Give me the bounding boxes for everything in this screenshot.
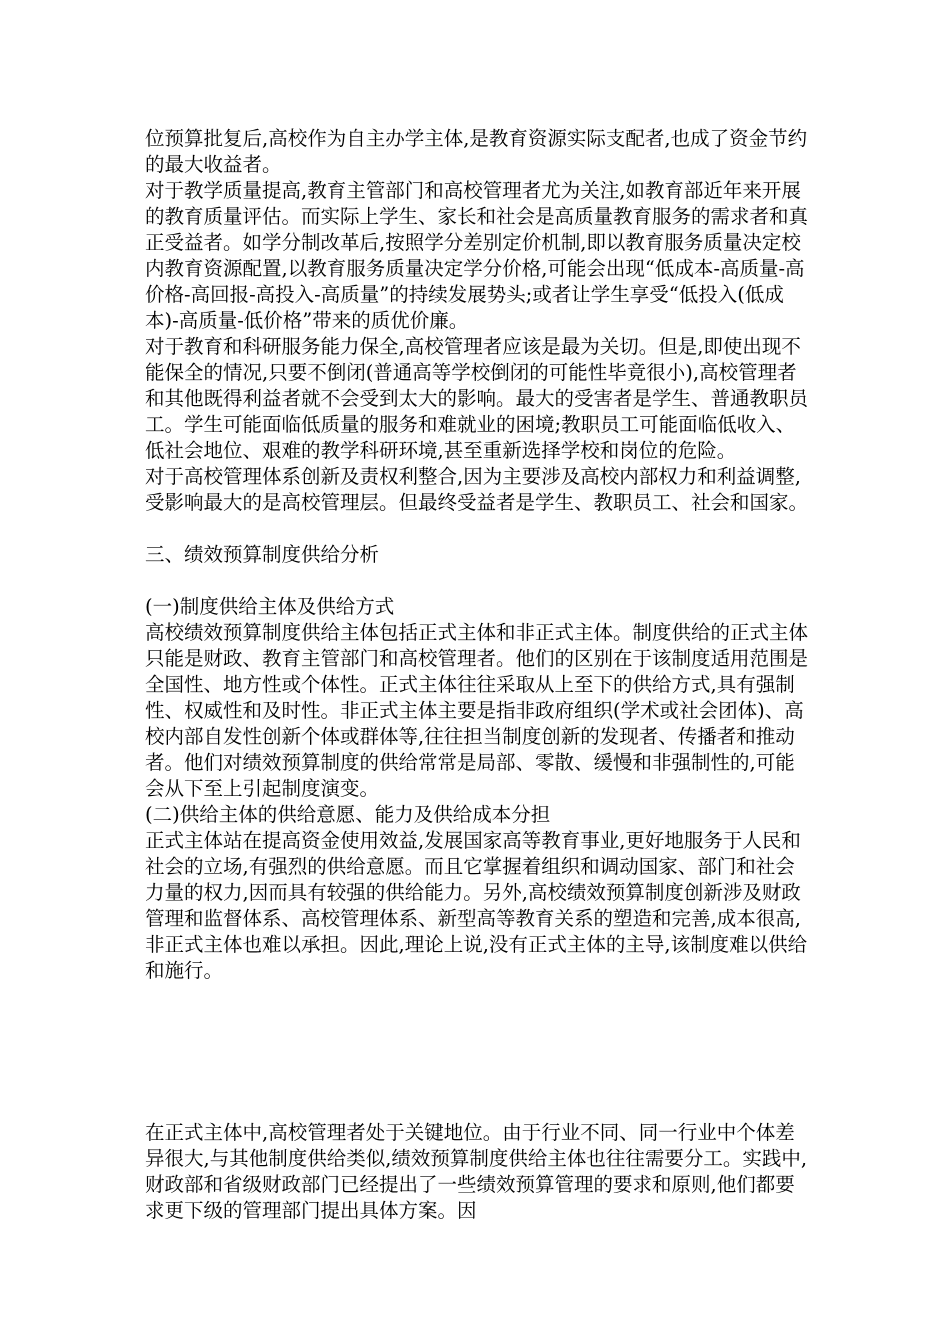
blank-line: [145, 568, 813, 594]
paragraph-management-innovation: 对于高校管理体系创新及责权利整合,因为主要涉及高校内部权力和利益调整,受影响最大的是高校管理层。但最终受益者是学生、教职员工、社会和国家。: [145, 465, 809, 514]
blank-line: [145, 516, 813, 542]
paragraph-formal-subject: 在正式主体中,高校管理者处于关键地位。由于行业不同、同一行业中个体差异很大,与其他制度供给类似,绩效预算制度供给主体也往往需要分工。实践中,财政部和省级财政部门已经提出了一些绩效预算管理的要求和原则,他们都要求更下级的管理部门提出具体方案。因: [145, 1121, 808, 1222]
subheading-supply-willingness: (二)供给主体的供给意愿、能力及供给成本分担: [145, 803, 551, 826]
document-body-bottom: [145, 1120, 813, 1224]
subheading-supply-subject: (一)制度供给主体及供给方式: [145, 595, 395, 618]
paragraph-teaching-quality: 对于教学质量提高,教育主管部门和高校管理者尤为关注,如教育部近年来开展的教育质量评估。而实际上学生、家长和社会是高质量教育服务的需求者和真正受益者。如学分制改革后,按照学分差别定价机制,即以教育服务质量决定校内教育资源配置,以教育服务质量决定学分价格,可能会出现“低成本-高质量-高价格-高回报-高投入-高质量”的持续发展势头;或者让学生享受“低投入(低成本)-高质量-低价格”带来的质优价廉。: [145, 179, 809, 332]
paragraph-supply-willingness: 正式主体站在提高资金使用效益,发展国家高等教育事业,更好地服务于人民和社会的立场,有强烈的供给意愿。而且它掌握着组织和调动国家、部门和社会力量的权力,因而具有较强的供给能力。另外,高校绩效预算制度创新涉及财政管理和监督体系、高校管理体系、新型高等教育关系的塑造和完善,成本很高,非正式主体也难以承担。因此,理论上说,没有正式主体的主导,该制度难以供给和施行。: [145, 829, 808, 982]
section-heading: 三、绩效预算制度供给分析: [145, 543, 380, 566]
document-body-top: [145, 126, 813, 984]
paragraph-service-capacity: 对于教育和科研服务能力保全,高校管理者应该是最为关切。但是,即使出现不能保全的情况,只要不倒闭(普通高等学校倒闭的可能性毕竟很小),高校管理者和其他既得利益者就不会受到太大的影响。最大的受害者是学生、普通教职员工。学生可能面临低质量的服务和难就业的困境;教职员工可能面临低收入、低社会地位、艰难的教学科研环境,甚至重新选择学校和岗位的危险。: [145, 335, 809, 462]
paragraph-supply-subject: 高校绩效预算制度供给主体包括正式主体和非正式主体。制度供给的正式主体只能是财政、教育主管部门和高校管理者。他们的区别在于该制度适用范围是全国性、地方性或个体性。正式主体往往采取从上至下的供给方式,具有强制性、权威性和及时性。非正式主体主要是指非政府组织(学术或社会团体)、高校内部自发性创新个体或群体等,往往担当制度创新的发现者、传播者和推动者。他们对绩效预算制度的供给常常是局部、零散、缓慢和非强制性的,可能会从下至上引起制度演变。: [145, 621, 809, 800]
paragraph-budget-approval: 位预算批复后,高校作为自主办学主体,是教育资源实际支配者,也成了资金节约的最大收益者。: [145, 127, 808, 176]
